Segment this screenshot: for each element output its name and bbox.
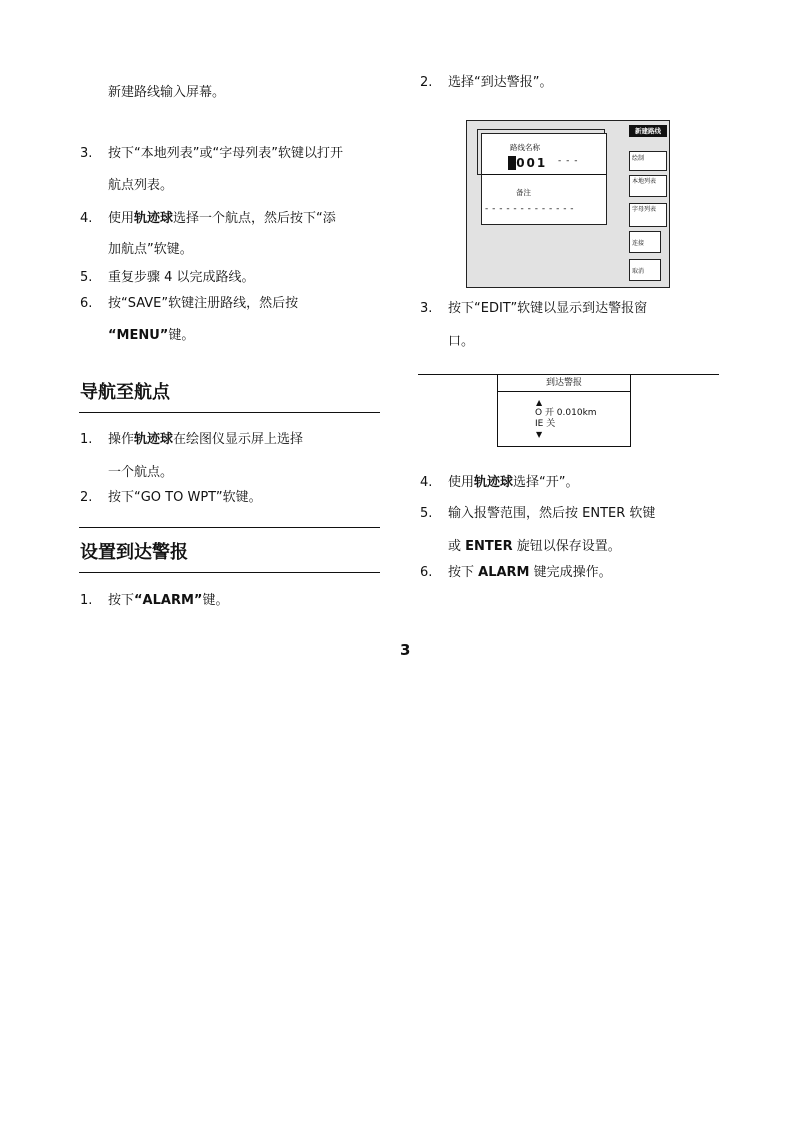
section-rule	[79, 572, 380, 573]
step-text: 按下“ALARM”键。	[108, 593, 229, 608]
step-number: 4.	[420, 475, 433, 490]
route-dashes: - - -	[558, 156, 579, 166]
softkey-local-list-button[interactable]: 本地列表	[629, 175, 667, 197]
softkey-cancel-button[interactable]: 取消	[629, 259, 661, 281]
step-number: 3.	[420, 301, 433, 316]
section-heading: 导航至航点	[80, 382, 170, 403]
step-number: 6.	[420, 565, 433, 580]
step-number: 3.	[80, 146, 93, 161]
arrival-alarm-window	[497, 375, 631, 447]
route-name-panel	[481, 133, 607, 225]
step-text: 按下 ALARM 键完成操作。	[448, 565, 612, 580]
step-number: 6.	[80, 296, 93, 311]
section-heading: 设置到达警报	[80, 542, 188, 563]
step-text: 口。	[448, 334, 475, 349]
continued-step-text: 新建路线输入屏幕。	[108, 85, 226, 100]
step-text: 使用轨迹球选择一个航点，然后按下“添	[108, 211, 336, 226]
softkey-draw-button[interactable]: 绘制	[629, 151, 667, 171]
note-dashes: - - - - - - - - - - - - -	[485, 204, 575, 214]
step-number: 1.	[80, 593, 93, 608]
step-number: 4.	[80, 211, 93, 226]
softkey-alpha-list-button[interactable]: 字母列表	[629, 203, 667, 227]
section-rule	[79, 527, 380, 528]
step-text: 按下“本地列表”或“字母列表”软键以打开	[108, 146, 343, 161]
step-text: 按下“EDIT”软键以显示到达警报窗	[448, 301, 648, 316]
step-number: 1.	[80, 432, 93, 447]
route-number-field[interactable]: 001	[508, 156, 547, 170]
alarm-off-option[interactable]: IE 关	[535, 419, 556, 429]
up-arrow-icon: ▲	[536, 398, 543, 407]
step-text: 一个航点。	[108, 465, 174, 480]
step-text: 加航点”软键。	[108, 242, 193, 257]
section-rule	[79, 412, 380, 413]
alarm-window-title: 到达警报	[498, 375, 630, 392]
alarm-on-option[interactable]: O 开 0.010km	[535, 408, 597, 418]
step-number: 5.	[420, 506, 433, 521]
panel-divider	[482, 174, 606, 175]
step-text: “MENU”键。	[108, 328, 195, 343]
step-text: 或 ENTER 旋钮以保存设置。	[448, 539, 621, 554]
down-arrow-icon: ▼	[536, 430, 543, 439]
step-text: 航点列表。	[108, 178, 174, 193]
step-text: 操作轨迹球在绘图仪显示屏上选择	[108, 432, 304, 447]
note-label: 备注	[516, 188, 531, 197]
step-text: 按下“GO TO WPT”软键。	[108, 490, 262, 505]
step-text: 按“SAVE”软键注册路线，然后按	[108, 296, 299, 311]
softkey-connect-button[interactable]: 连接	[629, 231, 661, 253]
route-name-label: 路线名称	[510, 143, 540, 152]
softkey-menu-title: 新建路线	[629, 125, 667, 137]
step-number: 5.	[80, 270, 93, 285]
page-number: 3	[400, 641, 411, 659]
step-text: 输入报警范围，然后按 ENTER 软键	[448, 506, 656, 521]
step-number: 2.	[420, 75, 433, 90]
new-route-screen	[466, 120, 670, 288]
step-text: 重复步骤 4 以完成路线。	[108, 270, 255, 285]
step-text: 选择“到达警报”。	[448, 75, 553, 90]
step-number: 2.	[80, 490, 93, 505]
step-text: 使用轨迹球选择“开”。	[448, 475, 579, 490]
